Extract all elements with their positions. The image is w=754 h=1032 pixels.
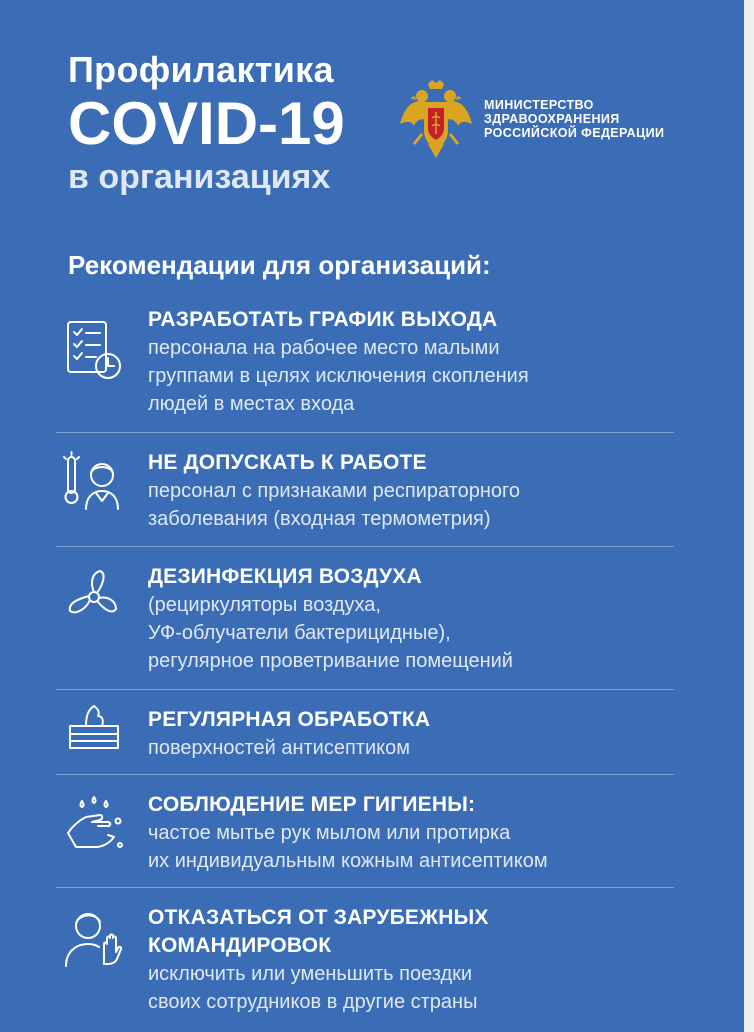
list-item xyxy=(56,300,674,433)
ministry-line-3: РОССИЙСКОЙ ФЕДЕРАЦИИ xyxy=(484,126,665,140)
item-text-line: частое мытье рук мылом или протирка xyxy=(148,822,511,844)
item-text-line: поверхностей антисептиком xyxy=(148,737,410,759)
page-title xyxy=(68,49,345,196)
list-item xyxy=(56,690,674,775)
recommendations-list xyxy=(56,300,674,1013)
item-heading: РАЗРАБОТАТЬ ГРАФИК ВЫХОДА xyxy=(148,308,498,331)
fan-icon xyxy=(62,565,126,629)
item-heading: ДЕЗИНФЕКЦИЯ ВОЗДУХА xyxy=(148,565,422,588)
title-line-1: Профилактика xyxy=(68,49,334,90)
list-item xyxy=(56,775,674,888)
item-text-line: своих сотрудников в другие страны xyxy=(148,991,478,1013)
item-text-line: людей в местах входа xyxy=(148,393,355,415)
title-line-2: COVID-19 xyxy=(68,90,345,157)
item-text-line: исключить или уменьшить поездки xyxy=(148,963,473,985)
list-item xyxy=(56,888,674,1013)
person-stop-hand-icon xyxy=(62,906,126,970)
item-heading: НЕ ДОПУСКАТЬ К РАБОТЕ xyxy=(148,451,427,474)
item-text-line: УФ-облучатели бактерицидные), xyxy=(148,622,451,644)
checklist-clock-icon xyxy=(62,318,126,382)
ministry-name xyxy=(484,98,664,140)
item-text-line: персонал с признаками респираторного xyxy=(148,480,521,502)
item-text-line: их индивидуальным кожным антисептиком xyxy=(148,850,548,872)
item-heading: ОТКАЗАТЬСЯ ОТ ЗАРУБЕЖНЫХ КОМАНДИРОВОК xyxy=(148,906,489,957)
napkin-box-icon xyxy=(62,698,126,762)
list-item xyxy=(56,433,674,547)
item-text-line: группами в целях исключения скопления xyxy=(148,365,529,387)
item-heading: РЕГУЛЯРНАЯ ОБРАБОТКА xyxy=(148,708,431,731)
ministry-logo xyxy=(398,78,664,160)
title-line-3: в организациях xyxy=(68,158,331,196)
list-item xyxy=(56,547,674,690)
thermometer-person-icon xyxy=(62,451,126,515)
double-headed-eagle-emblem xyxy=(398,78,474,160)
item-text-line: персонала на рабочее место малыми xyxy=(148,337,500,359)
page-edge xyxy=(744,0,754,1032)
item-text-line: (рециркуляторы воздуха, xyxy=(148,594,381,616)
item-text-line: регулярное проветривание помещений xyxy=(148,650,513,672)
hand-washing-icon xyxy=(62,793,126,857)
recommendations-heading: Рекомендации для организаций: xyxy=(68,250,491,280)
ministry-line-1: МИНИСТЕРСТВО xyxy=(484,98,594,112)
item-heading: СОБЛЮДЕНИЕ МЕР ГИГИЕНЫ: xyxy=(148,793,476,816)
item-text-line: заболевания (входная термометрия) xyxy=(148,508,491,530)
ministry-line-2: ЗДРАВООХРАНЕНИЯ xyxy=(484,112,620,126)
